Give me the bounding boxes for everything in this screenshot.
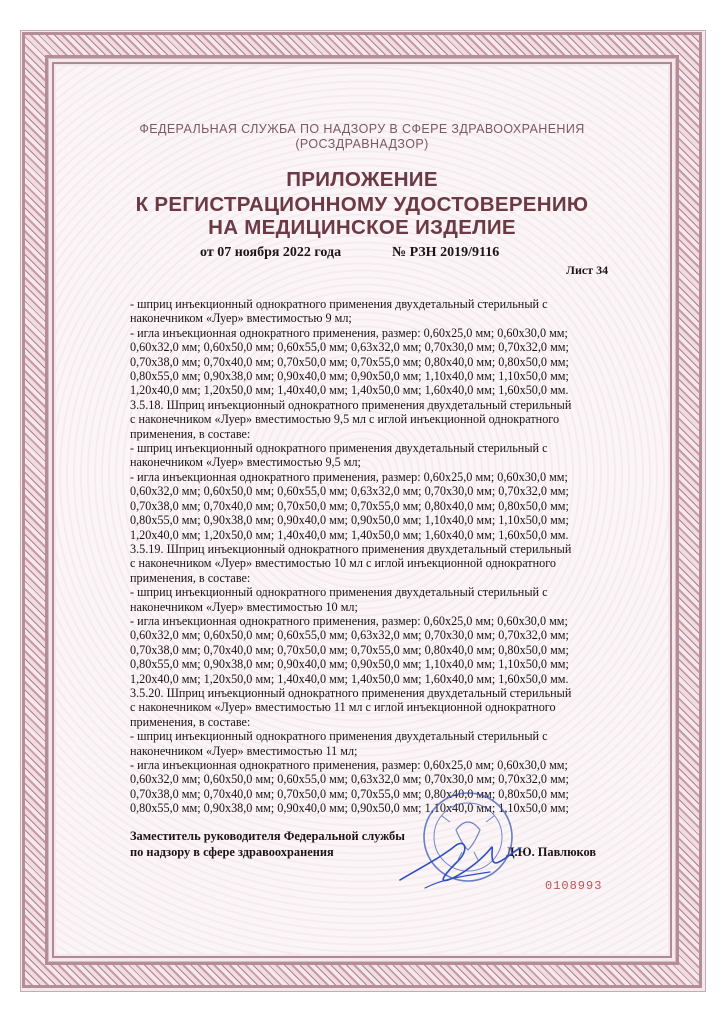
- body-text-line: наконечником «Луер» вместимостью 9 мл;: [130, 311, 352, 326]
- body-text-line: 1,20х40,0 мм; 1,20х50,0 мм; 1,40х40,0 мм; 1,40х50,0 мм; 1,60х40,0 мм; 1,60х50,0 мм.: [130, 527, 569, 542]
- body-text-line: 0,80х55,0 мм; 0,90х38,0 мм; 0,90х40,0 мм; 0,90х50,0 мм; 1,10х40,0 мм; 1,10х50,0 мм;: [130, 801, 569, 816]
- body-text-line: 0,70х38,0 мм; 0,70х40,0 мм; 0,70х50,0 мм; 0,70х55,0 мм; 0,80х40,0 мм; 0,80х50,0 мм;: [130, 642, 569, 657]
- body-text-line: применения, в составе:: [130, 426, 251, 441]
- body-text-line: 3.5.20. Шприц инъекционный однократного применения двухдетальный стерильный: [130, 685, 572, 700]
- body-text-line: с наконечником «Луер» вместимостью 9,5 мл с иглой инъекционной однократного: [130, 412, 560, 427]
- registration-number: № РЗН 2019/9116: [392, 245, 500, 260]
- agency-name: ФЕДЕРАЛЬНАЯ СЛУЖБА ПО НАДЗОРУ В СФЕРЕ ЗДРАВООХРАНЕНИЯ: [139, 122, 585, 136]
- document-title-line-2: К РЕГИСТРАЦИОННОМУ УДОСТОВЕРЕНИЮ: [135, 193, 589, 216]
- serial-number: 0108993: [545, 879, 603, 893]
- body-text-line: - игла инъекционная однократного применения, размер: 0,60х25,0 мм; 0,60х30,0 мм;: [130, 325, 568, 340]
- body-text-line: 0,70х38,0 мм; 0,70х40,0 мм; 0,70х50,0 мм; 0,70х55,0 мм; 0,80х40,0 мм; 0,80х50,0 мм;: [130, 498, 569, 513]
- body-text-line: 0,80х55,0 мм; 0,90х38,0 мм; 0,90х40,0 мм; 0,90х50,0 мм; 1,10х40,0 мм; 1,10х50,0 мм;: [130, 657, 569, 672]
- body-text-line: 0,80х55,0 мм; 0,90х38,0 мм; 0,90х40,0 мм; 0,90х50,0 мм; 1,10х40,0 мм; 1,10х50,0 мм;: [130, 369, 569, 384]
- body-text-line: 0,60х32,0 мм; 0,60х50,0 мм; 0,60х55,0 мм; 0,63х32,0 мм; 0,70х30,0 мм; 0,70х32,0 мм;: [130, 628, 569, 643]
- body-text-line: 1,20х40,0 мм; 1,20х50,0 мм; 1,40х40,0 мм; 1,40х50,0 мм; 1,60х40,0 мм; 1,60х50,0 мм.: [130, 383, 569, 398]
- body-text-line: 0,60х32,0 мм; 0,60х50,0 мм; 0,60х55,0 мм; 0,63х32,0 мм; 0,70х30,0 мм; 0,70х32,0 мм;: [130, 484, 569, 499]
- body-text-line: применения, в составе:: [130, 714, 251, 729]
- sheet-number: Лист 34: [566, 263, 609, 277]
- body-text-line: наконечником «Луер» вместимостью 10 мл;: [130, 599, 358, 614]
- body-text-line: с наконечником «Луер» вместимостью 11 мл с иглой инъекционной однократного: [130, 700, 556, 715]
- body-text-line: 0,80х55,0 мм; 0,90х38,0 мм; 0,90х40,0 мм; 0,90х50,0 мм; 1,10х40,0 мм; 1,10х50,0 мм;: [130, 513, 569, 528]
- body-text-line: - шприц инъекционный однократного применения двухдетальный стерильный с: [130, 585, 548, 600]
- body-text-line: 0,70х38,0 мм; 0,70х40,0 мм; 0,70х50,0 мм; 0,70х55,0 мм; 0,80х40,0 мм; 0,80х50,0 мм;: [130, 354, 569, 369]
- document-title-line-3: НА МЕДИЦИНСКОЕ ИЗДЕЛИЕ: [208, 216, 516, 239]
- body-text-line: - игла инъекционная однократного применения, размер: 0,60х25,0 мм; 0,60х30,0 мм;: [130, 758, 568, 772]
- body-text-line: применения, в составе:: [130, 570, 251, 585]
- document-body: [130, 297, 600, 816]
- body-text-line: 0,70х38,0 мм; 0,70х40,0 мм; 0,70х50,0 мм; 0,70х55,0 мм; 0,80х40,0 мм; 0,80х50,0 мм;: [130, 786, 569, 801]
- handwritten-signature: [395, 828, 525, 898]
- signatory-position-line-2: по надзору в сфере здравоохранения: [130, 845, 334, 859]
- body-text-line: - шприц инъекционный однократного применения двухдетальный стерильный с: [130, 729, 548, 744]
- body-text-line: 1,20х40,0 мм; 1,20х50,0 мм; 1,40х40,0 мм; 1,40х50,0 мм; 1,60х40,0 мм; 1,60х50,0 мм.: [130, 671, 569, 686]
- agency-abbreviation: (РОСЗДРАВНАДЗОР): [295, 137, 429, 151]
- body-text-line: - шприц инъекционный однократного применения двухдетальный стерильный с: [130, 297, 548, 311]
- body-text-line: наконечником «Луер» вместимостью 11 мл;: [130, 743, 358, 758]
- body-text-line: наконечником «Луер» вместимостью 9,5 мл;: [130, 455, 361, 470]
- document-title-line-1: ПРИЛОЖЕНИЕ: [286, 168, 438, 191]
- body-text-line: 3.5.18. Шприц инъекционный однократного применения двухдетальный стерильный: [130, 397, 572, 412]
- issue-date: от 07 ноября 2022 года: [200, 245, 342, 260]
- body-text-line: 0,60х32,0 мм; 0,60х50,0 мм; 0,60х55,0 мм; 0,63х32,0 мм; 0,70х30,0 мм; 0,70х32,0 мм;: [130, 772, 569, 787]
- signatory-position-line-1: Заместитель руководителя Федеральной службы: [130, 829, 405, 843]
- body-text-line: - игла инъекционная однократного применения, размер: 0,60х25,0 мм; 0,60х30,0 мм;: [130, 613, 568, 628]
- body-text-line: 3.5.19. Шприц инъекционный однократного применения двухдетальный стерильный: [130, 541, 572, 556]
- body-text-line: 0,60х32,0 мм; 0,60х50,0 мм; 0,60х55,0 мм; 0,63х32,0 мм; 0,70х30,0 мм; 0,70х32,0 мм;: [130, 340, 569, 355]
- body-text-line: с наконечником «Луер» вместимостью 10 мл с иглой инъекционной однократного: [130, 556, 557, 571]
- signatory-name: Д.Ю. Павлюков: [506, 845, 597, 859]
- body-text-line: - игла инъекционная однократного применения, размер: 0,60х25,0 мм; 0,60х30,0 мм;: [130, 469, 568, 484]
- body-text-line: - шприц инъекционный однократного применения двухдетальный стерильный с: [130, 441, 548, 456]
